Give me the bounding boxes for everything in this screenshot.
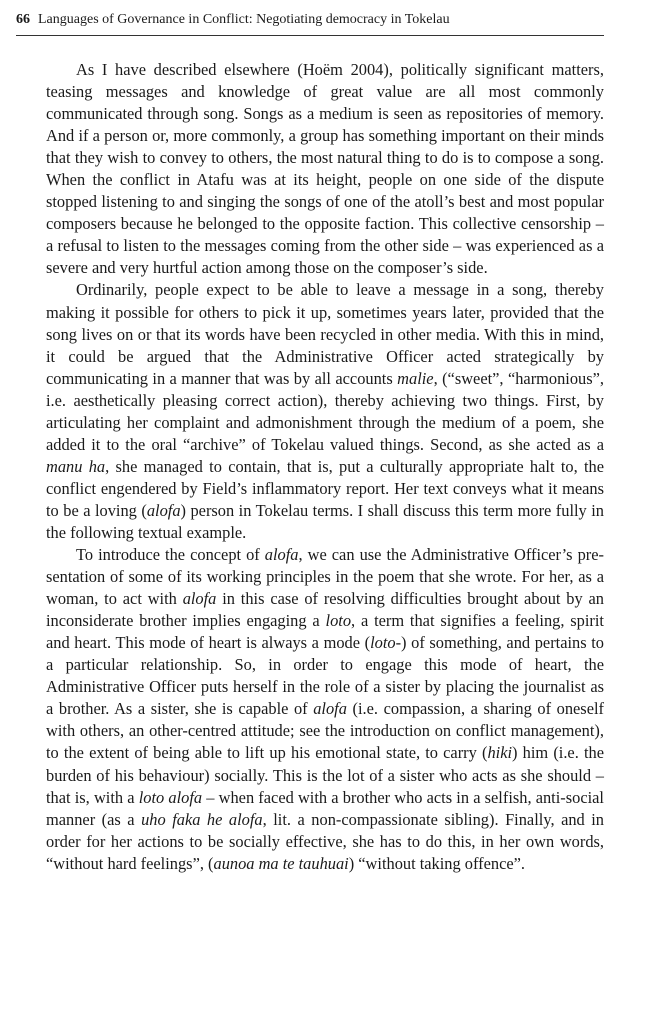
running-header: [16, 10, 604, 36]
italic-term: uho faka he alofa: [141, 809, 263, 829]
italic-term: loto: [325, 611, 352, 631]
text-run: , lit. a non-compassionate sibling). Finally, and in order for her actions to be socially effective, she has to do this, in her own words, “without hard feelings”, (: [46, 809, 604, 873]
paragraph: [46, 59, 604, 279]
italic-term: alofa: [146, 500, 181, 520]
text-run: ) of something, and pertains to a particular relationship. So, in order to engage this mode of heart, the Administrative Officer puts herself in the role of a sister by placing the journalist as a brother. As a sister, she is capable of: [46, 633, 604, 719]
text-run: Ordinarily, people expect to be able to leave a message in a song, thereby making it possible for others to pick it up, sometimes years later, provided that the song lives on or that its words have been recycled in other media. With this in mind, it could be argued that the Administrative Officer acted strategically by communicating in a manner that was by all accounts: [46, 280, 604, 388]
italic-term: aunoa ma te tauhuai: [213, 853, 349, 873]
text-run: (i.e. compassion, a sharing of oneself with others, an other-centred attitude; see the introduction on conflict management), to the extent of being able to lift up his emotional state, to carry (: [46, 699, 604, 763]
text-run: As I have described elsewhere (Hoëm 2004), politically significant matters, teasing messages and knowledge of great value are all most commonly communicated through song. Songs as a medium is seen as repositories of memory. And if a person or, more commonly, a group has something important on their minds that they wish to convey to others, the most natural thing to do is to compose a song. When the conflict in Atafu was at its height, people on one side of the dispute stopped listening to and singing the songs of one of the atoll’s best and most popular composers because he belonged to the opposite faction. This collective censorship – a refusal to listen to the messages coming from the other side – was experienced as a severe and very hurtful action among those on the composer’s side.: [46, 60, 604, 278]
italic-term: alofa: [264, 545, 299, 565]
paragraph: [46, 544, 604, 875]
italic-term: malie: [397, 368, 434, 388]
text-run: ) “without taking offence”.: [348, 853, 526, 873]
text-run: – when faced with a brother who acts in a selfish, anti-social manner (as a: [46, 787, 604, 829]
text-run: , we can use the Administrative Officer’s presentation of some of its working principles in the poem that she wrote. For her, as a woman, to act with: [46, 545, 604, 609]
text-run: , (“sweet”, “harmonious”, i.e. aesthetically pleasing correct action), thereby achieving two things. First, by articulating her complaint and admonishment through the medium of a poem, she added it to the oral “archive” of Tokelau valued things. Second, as she acted as a: [46, 368, 604, 454]
text-run: To introduce the concept of: [76, 545, 265, 565]
text-run: , a term that signifies a feeling, spirit and heart. This mode of heart is always a mode (: [46, 611, 604, 653]
page-number: 66: [16, 12, 30, 27]
italic-term: manu ha: [46, 456, 106, 476]
paragraph: [46, 279, 604, 544]
italic-term: hiki: [487, 743, 513, 763]
text-run: ) person in Tokelau terms. I shall discuss this term more fully in the following textual example.: [46, 500, 604, 542]
italic-term: alofa: [182, 589, 217, 609]
italic-term: loto alofa: [138, 787, 203, 807]
italic-term: loto-: [370, 633, 402, 653]
text-run: ) him (i.e. the burden of his behaviour) socially. This is the lot of a sister who acts as she should – that is, with a: [46, 743, 604, 807]
body-text: [46, 59, 604, 875]
text-run: in this case of resolving difficulties brought about by an inconsiderate brother implies engaging a: [46, 589, 604, 631]
italic-term: alofa: [313, 699, 347, 719]
running-title: Languages of Governance in Conflict: Negotiating democracy in Tokelau: [38, 12, 450, 27]
text-run: , she managed to contain, that is, put a culturally appropriate halt to, the conflict engendered by Field’s inflammatory report. Her text conveys what it means to be a loving (: [46, 456, 604, 520]
